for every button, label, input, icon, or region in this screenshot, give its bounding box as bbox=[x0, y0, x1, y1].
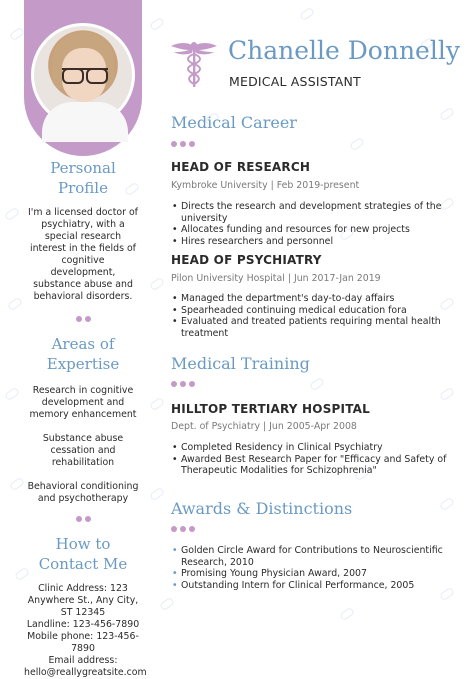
contact-landline: Landline: 123-456-7890 bbox=[26, 619, 140, 630]
job-title: HEAD OF RESEARCH bbox=[171, 160, 311, 174]
candidate-name: Chanelle Donnelly bbox=[228, 36, 460, 65]
profile-heading-line2: Profile bbox=[58, 179, 108, 197]
contact-heading-line2: Contact Me bbox=[38, 555, 128, 573]
expertise-heading bbox=[24, 334, 142, 374]
contact-heading bbox=[24, 534, 142, 574]
list-item: • Spearheaded continuing medical education fora bbox=[171, 305, 456, 317]
job-duties-list bbox=[171, 293, 456, 339]
job-meta: Pilon University Hospital | Jun 2017-Jan 2019 bbox=[171, 273, 381, 284]
job-meta: Kymbroke University | Feb 2019-present bbox=[171, 180, 360, 191]
job-duties-list bbox=[171, 201, 456, 247]
list-item: • Directs the research and development strategies of the university bbox=[171, 201, 456, 224]
training-list bbox=[171, 442, 456, 477]
profile-heading bbox=[24, 158, 142, 198]
awards-divider-dots bbox=[171, 526, 195, 532]
list-item: • Evaluated and treated patients requiring mental health treatment bbox=[171, 316, 456, 339]
list-item: • Golden Circle Award for Contributions to Neuroscientific Research, 2010 bbox=[171, 545, 456, 568]
profile-heading-line1: Personal bbox=[50, 159, 116, 177]
career-divider-dots bbox=[171, 141, 195, 147]
contact-heading-line1: How to bbox=[55, 535, 111, 553]
expertise-item: Substance abuse cessation and rehabilitation bbox=[42, 433, 124, 468]
expertise-heading-line1: Areas of bbox=[51, 335, 115, 353]
training-title: HILLTOP TERTIARY HOSPITAL bbox=[171, 402, 370, 416]
training-divider-dots bbox=[171, 381, 195, 387]
caduceus-icon bbox=[171, 40, 217, 88]
career-section-title: Medical Career bbox=[171, 113, 297, 132]
contact-mobile: Mobile phone: 123-456-7890 bbox=[27, 631, 139, 654]
list-item: • Promising Young Physician Award, 2007 bbox=[171, 568, 456, 580]
expertise-item: Behavioral conditioning and psychotherapy bbox=[27, 481, 139, 504]
list-item: • Outstanding Intern for Clinical Performance, 2005 bbox=[171, 580, 456, 592]
list-item: • Allocates funding and resources for new projects bbox=[171, 224, 456, 236]
job-title: HEAD OF PSYCHIATRY bbox=[171, 253, 322, 267]
training-meta: Dept. of Psychiatry | Jun 2005-Apr 2008 bbox=[171, 421, 357, 432]
list-item: • Managed the department's day-to-day affairs bbox=[171, 293, 456, 305]
training-section-title: Medical Training bbox=[171, 354, 310, 373]
expertise-heading-line2: Expertise bbox=[46, 355, 120, 373]
list-item: • Hires researchers and personnel bbox=[171, 236, 456, 248]
list-item: • Completed Residency in Clinical Psychiatry bbox=[171, 442, 456, 454]
contact-email[interactable]: hello@reallygreatsite.com bbox=[24, 667, 147, 678]
contact-address: Clinic Address: 123 Anywhere St., Any City, ST 12345 bbox=[27, 583, 139, 618]
contact-email-label: Email address: bbox=[48, 655, 118, 666]
profile-text: I'm a licensed doctor of psychiatry, with a special research interest in the fields of cognitive development, substance abuse and behavioral disorders. bbox=[28, 207, 138, 302]
expertise-item: Research in cognitive development and memory enhancement bbox=[29, 385, 137, 420]
list-item: • Awarded Best Research Paper for "Efficacy and Safety of Therapeutic Modalities for Schizophrenia" bbox=[171, 454, 456, 477]
awards-list bbox=[171, 545, 456, 591]
awards-section-title: Awards & Distinctions bbox=[171, 499, 353, 518]
profile-photo bbox=[31, 23, 135, 127]
left-sidebar bbox=[24, 156, 147, 679]
candidate-role: MEDICAL ASSISTANT bbox=[229, 74, 361, 89]
